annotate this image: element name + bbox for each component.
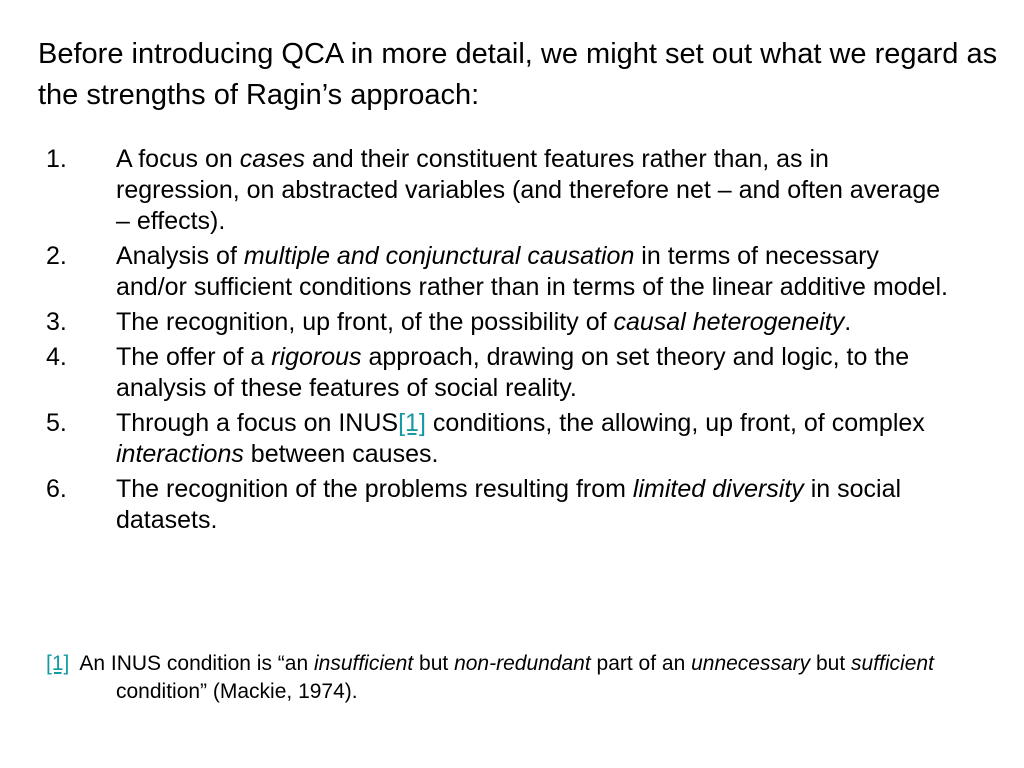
item-text: conditions, the allowing, up front, of complex [425,409,925,437]
footnote-text: condition” (Mackie, 1974). [116,680,358,703]
item-text: Analysis of [116,242,244,270]
list-item-1 [0,144,956,237]
item-number: 4. [46,343,67,371]
slide-title: Before introducing QCA in more detail, we might set out what we regard as the strengths of Ragin’s approach: [38,38,998,111]
list-item-4 [0,342,956,404]
footnote-text: part of an [590,652,692,675]
item-emphasis: causal heterogeneity [613,308,845,336]
item-emphasis: multiple and conjunctural causation [243,242,635,270]
item-text: The recognition, up front, of the possibility of [116,308,614,336]
item-text: and their constituent features rather than, as in regression, on abstracted variables (and therefore net – and often average – effects). [116,145,941,235]
item-text: . [844,308,852,336]
item-text: Through a focus on INUS [116,409,399,437]
footnote-backlink[interactable]: [1] [46,652,70,675]
item-text: in terms of necessary and/or sufficient conditions rather than in terms of the linear additive model. [116,242,948,301]
item-text: The recognition of the problems resulting from [116,475,633,503]
list-item-6 [0,474,956,536]
item-text: between causes. [243,440,439,468]
footnote-text: but [810,652,852,675]
item-number: 5. [46,409,67,437]
list-item-5 [0,408,956,470]
footnote-emphasis: insufficient [313,652,414,675]
item-text: in social datasets. [116,475,902,534]
footnote-emphasis: non-redundant [454,652,591,675]
footnote [46,650,1016,706]
list-item-3 [0,307,956,338]
item-number: 3. [46,308,67,336]
item-text: The offer of a [116,343,272,371]
list-item-2 [0,241,956,303]
item-text: A focus on [116,145,240,173]
footnote-text: but [413,652,455,675]
footnote-ref-link[interactable]: [1] [398,409,426,437]
footnote-emphasis: unnecessary [691,652,811,675]
item-number: 6. [46,475,67,503]
item-emphasis: cases [239,145,306,173]
item-number: 1. [46,145,67,173]
item-emphasis: limited diversity [632,475,804,503]
footnote-text: An INUS condition is “an [79,652,314,675]
item-text: approach, drawing on set theory and logic, to the analysis of these features of social reality. [116,343,910,402]
footnote-emphasis: sufficient [851,652,934,675]
strengths-list [0,144,1024,540]
item-number: 2. [46,242,67,270]
item-emphasis: rigorous [271,343,362,371]
item-emphasis: interactions [116,440,244,468]
